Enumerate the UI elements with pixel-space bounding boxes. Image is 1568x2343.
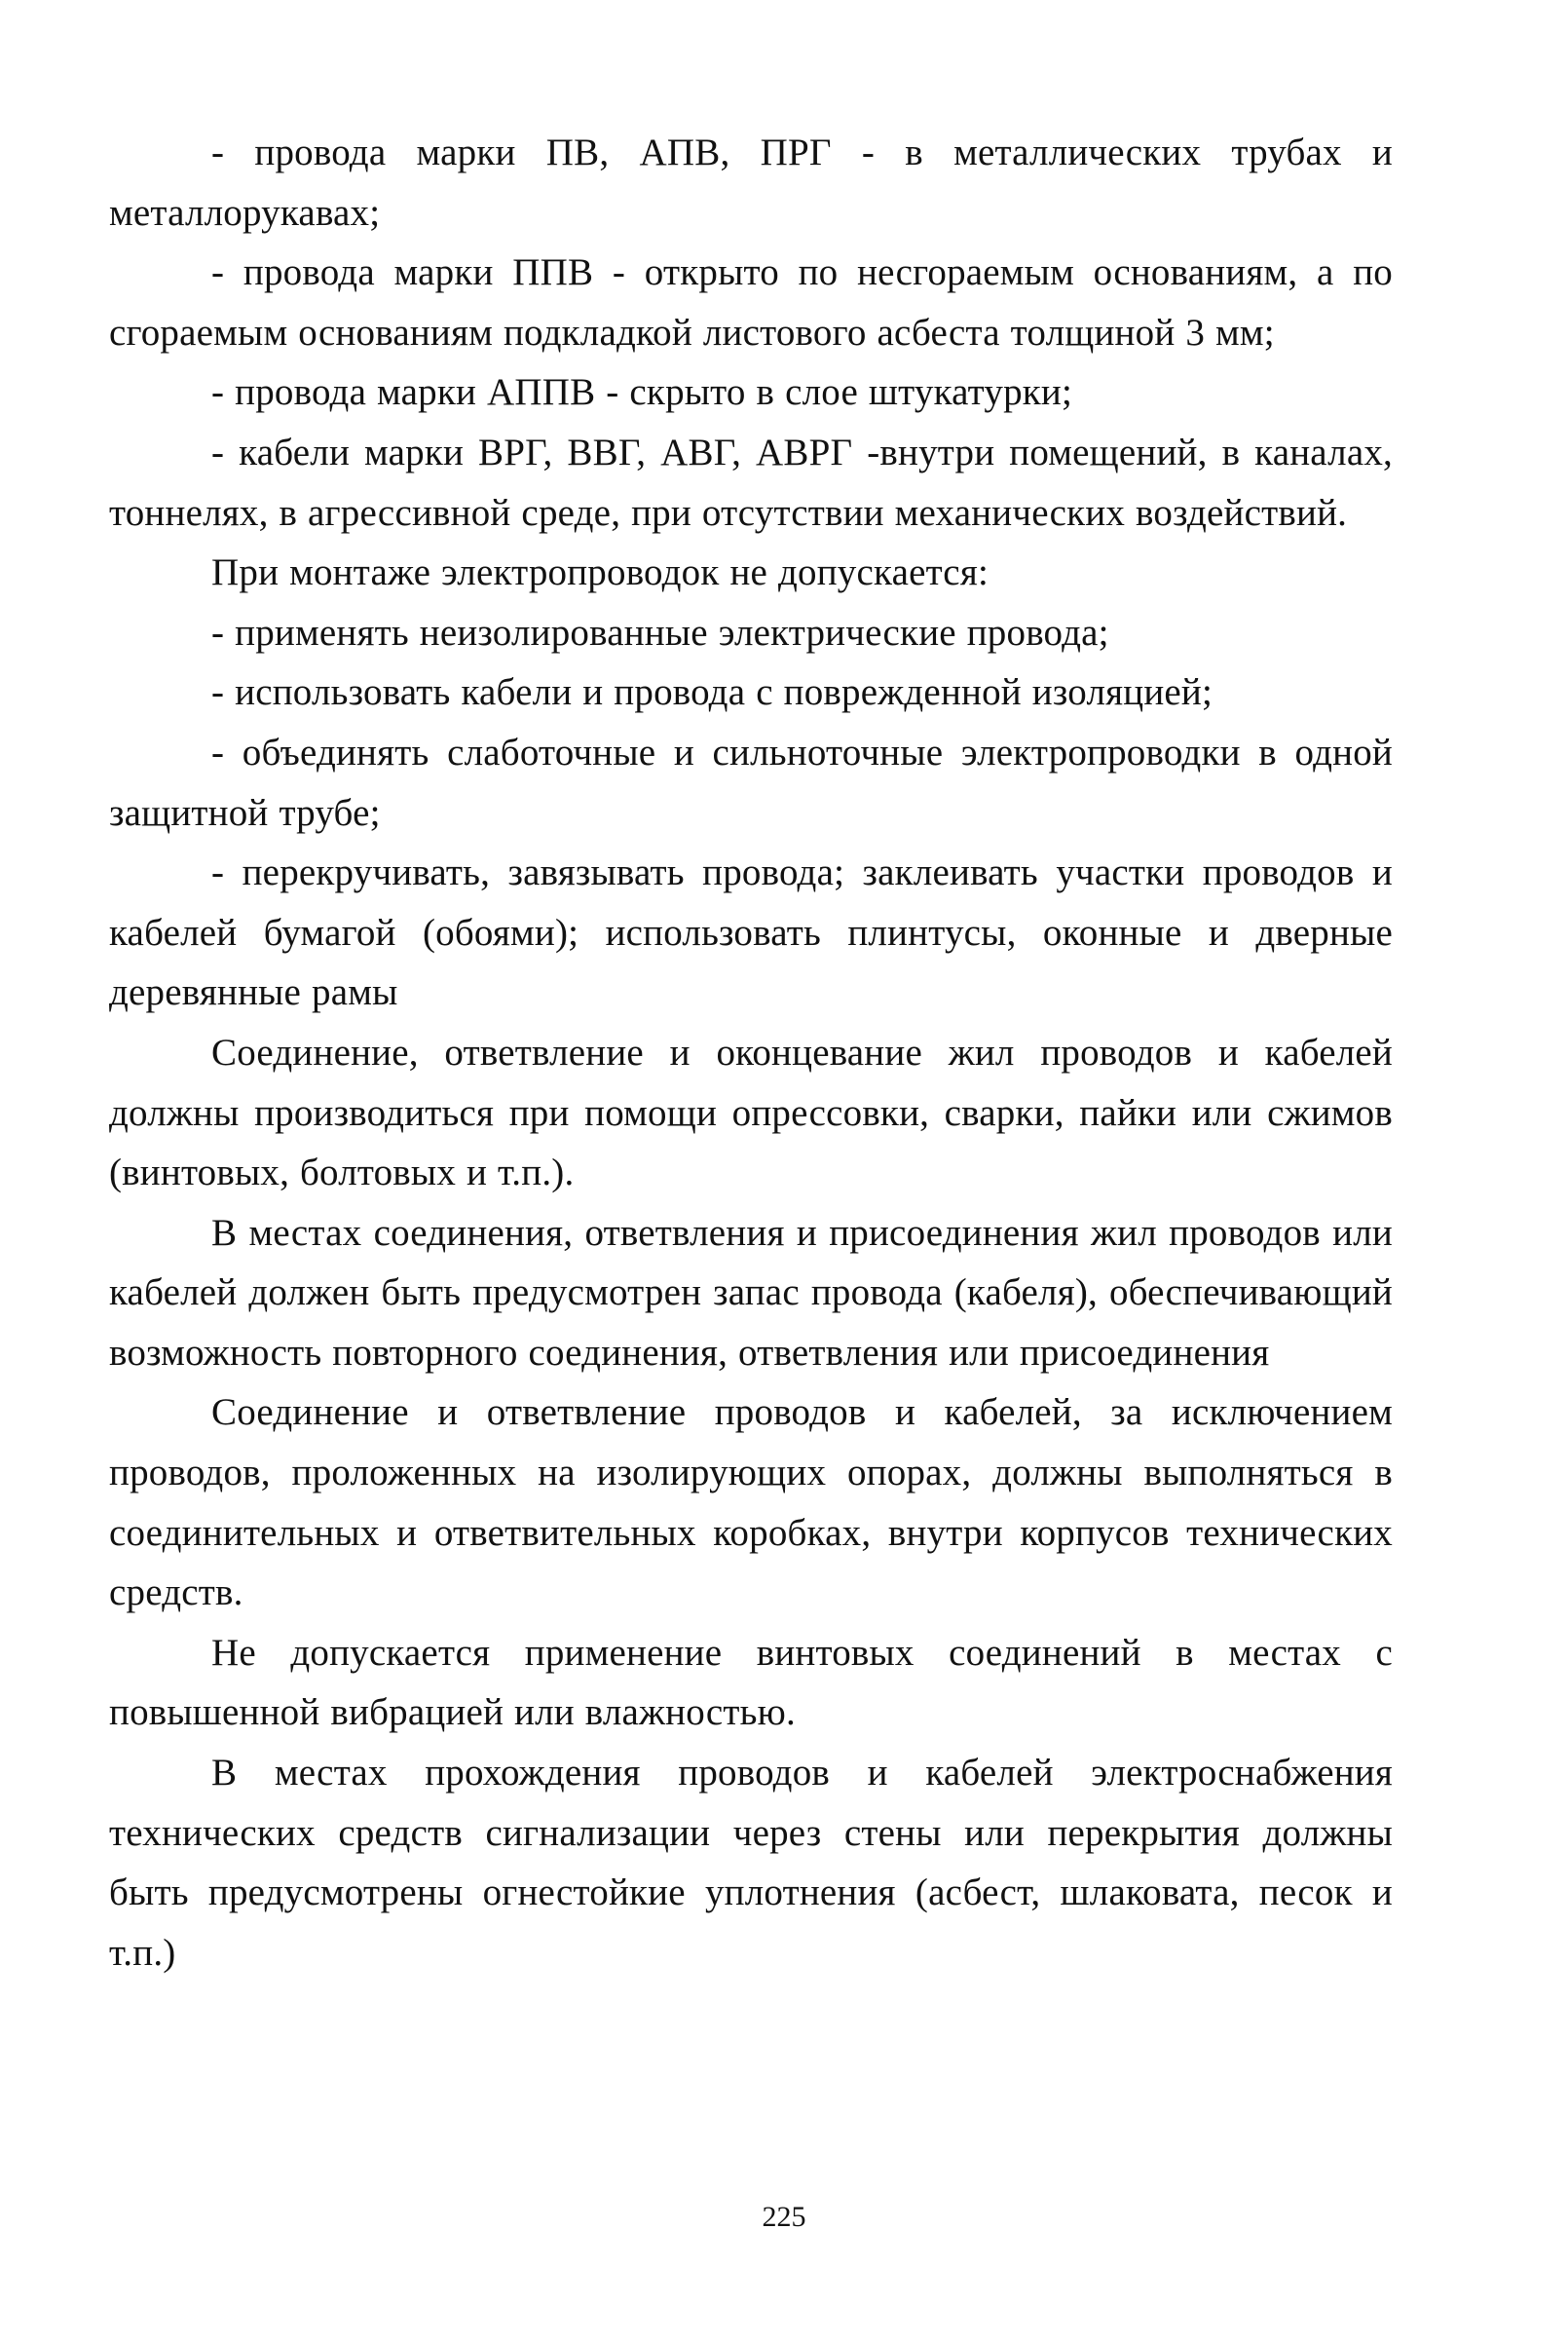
paragraph-wire-ppv: - провода марки ППВ - открыто по несгораемым основаниям, а по сгораемым основаниям подкладкой листового асбеста толщиной 3 мм; xyxy=(109,251,1393,354)
paragraph-cables-vrg: - кабели марки ВРГ, ВВГ, АВГ, АВРГ -внутри помещений, в каналах, тоннелях, в агрессивной среде, при отсутствии механических воздействий. xyxy=(109,431,1393,534)
paragraph-not-allowed-intro: При монтаже электропроводок не допускается: xyxy=(211,551,989,594)
body-text xyxy=(109,123,1393,1983)
paragraph-twisting: - перекручивать, завязывать провода; заклеивать участки проводов и кабелей бумагой (обоями); использовать плинтусы, оконные и дверные деревянные рамы xyxy=(109,851,1393,1014)
paragraph-wire-appv: - провода марки АППВ - скрыто в слое штукатурки; xyxy=(211,371,1073,414)
paragraph-damaged-insulation: - использовать кабели и провода с поврежденной изоляцией; xyxy=(211,671,1213,714)
paragraph-wire-reserve: В местах соединения, ответвления и присоединения жил проводов или кабелей должен быть предусмотрен запас провода (кабеля), обеспечивающий возможность повторного соединения, ответвления или присоединения xyxy=(109,1211,1393,1374)
paragraph-uninsulated: - применять неизолированные электрические провода; xyxy=(211,611,1109,654)
page-number: 225 xyxy=(762,2201,806,2233)
paragraph-connection-methods: Соединение, ответвление и оконцевание жил проводов и кабелей должны производиться при помощи опрессовки, сварки, пайки или сжимов (винтовых, болтовых и т.п.). xyxy=(109,1031,1393,1194)
paragraph-wire-pv-apv-prg: - провода марки ПВ, АПВ, ПРГ - в металлических трубах и металлорукавах; xyxy=(109,132,1393,234)
paragraph-fireproof-seals: В местах прохождения проводов и кабелей электроснабжения технических средств сигнализации через стены или перекрытия должны быть предусмотрены огнестойкие уплотнения (асбест, шлаковата, песок и т.п.) xyxy=(109,1752,1393,1974)
paragraph-screw-connections: Не допускается применение винтовых соединений в местах с повышенной вибрацией или влажностью. xyxy=(109,1631,1393,1734)
paragraph-combine-wiring: - объединять слаботочные и сильноточные электропроводки в одной защитной трубе; xyxy=(109,731,1393,834)
paragraph-junction-boxes: Соединение и ответвление проводов и кабелей, за исключением проводов, проложенных на изолирующих опорах, должны выполняться в соединительных и ответвительных коробках, внутри корпусов технических средств. xyxy=(109,1391,1393,1614)
